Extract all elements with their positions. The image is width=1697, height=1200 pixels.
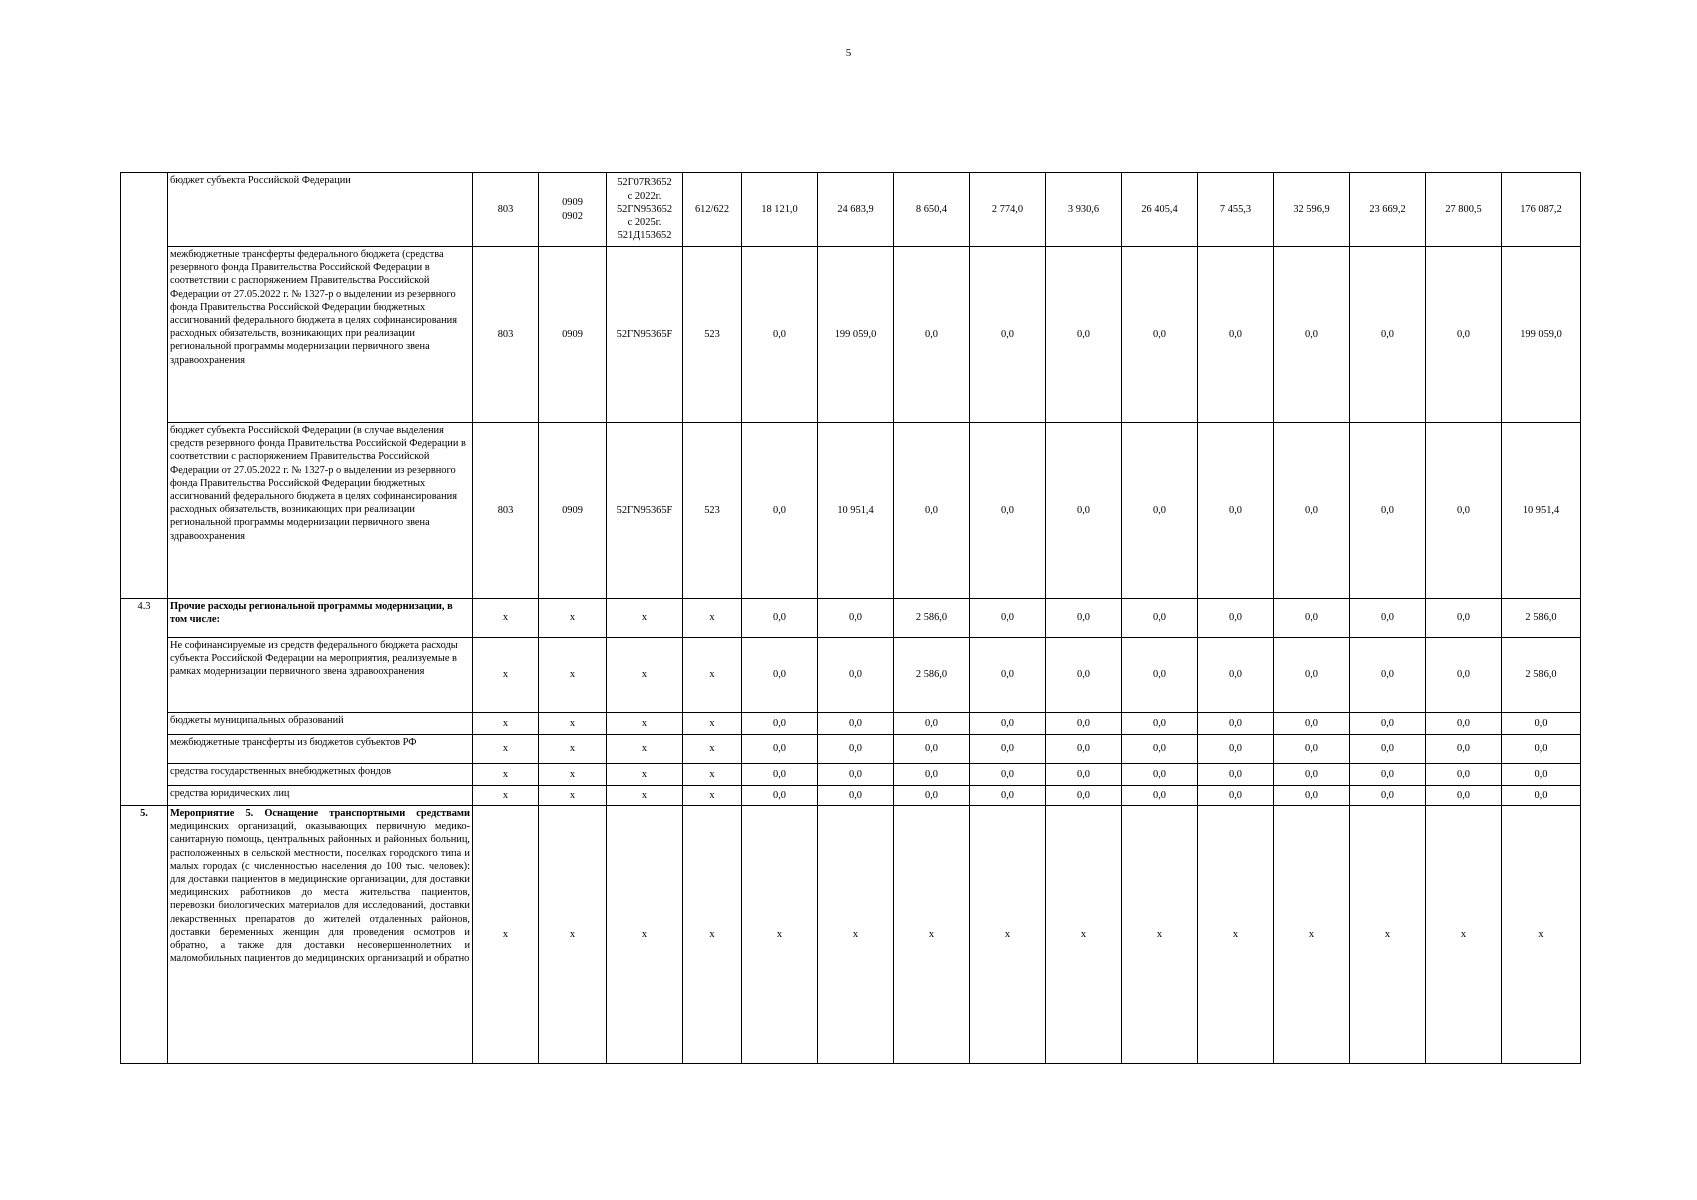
code-section: х xyxy=(539,713,607,735)
code-grbs: х xyxy=(473,713,539,735)
code-expense-type: 523 xyxy=(683,247,742,423)
value-cell: 0,0 xyxy=(818,735,894,764)
row-number-cell: 4.3 xyxy=(121,599,168,806)
code-expense-type: х xyxy=(683,735,742,764)
total-cell: 0,0 xyxy=(1502,713,1581,735)
total-cell: 176 087,2 xyxy=(1502,173,1581,247)
code-grbs: х xyxy=(473,599,539,638)
value-cell: 0,0 xyxy=(1274,599,1350,638)
value-cell: 10 951,4 xyxy=(818,423,894,599)
value-cell: 0,0 xyxy=(1426,599,1502,638)
code-expense-type: х xyxy=(683,806,742,1064)
value-cell: 7 455,3 xyxy=(1198,173,1274,247)
value-cell: 0,0 xyxy=(742,713,818,735)
total-cell: х xyxy=(1502,806,1581,1064)
total-cell: 2 586,0 xyxy=(1502,599,1581,638)
value-cell: 0,0 xyxy=(1350,713,1426,735)
value-cell: х xyxy=(970,806,1046,1064)
code-grbs: х xyxy=(473,806,539,1064)
value-cell: 0,0 xyxy=(1198,764,1274,786)
code-section: 0909 xyxy=(539,423,607,599)
value-cell: 0,0 xyxy=(1350,638,1426,713)
value-cell: 8 650,4 xyxy=(894,173,970,247)
code-section: 0909 0902 xyxy=(539,173,607,247)
value-cell: 0,0 xyxy=(1274,713,1350,735)
value-cell: 27 800,5 xyxy=(1426,173,1502,247)
code-grbs: 803 xyxy=(473,173,539,247)
value-cell: 0,0 xyxy=(742,638,818,713)
value-cell: 0,0 xyxy=(1046,713,1122,735)
value-cell: 0,0 xyxy=(1274,638,1350,713)
code-target-article: х xyxy=(607,764,683,786)
value-cell: 0,0 xyxy=(1122,713,1198,735)
value-cell: 0,0 xyxy=(1274,786,1350,806)
value-cell: 0,0 xyxy=(894,764,970,786)
row-description xyxy=(168,806,473,1064)
value-cell: 0,0 xyxy=(1122,786,1198,806)
value-cell: 0,0 xyxy=(1426,786,1502,806)
code-grbs: 803 xyxy=(473,247,539,423)
code-grbs: х xyxy=(473,764,539,786)
code-target-article: х xyxy=(607,599,683,638)
value-cell: 0,0 xyxy=(1350,247,1426,423)
total-cell: 10 951,4 xyxy=(1502,423,1581,599)
code-target-article: х xyxy=(607,638,683,713)
table-row xyxy=(121,806,1581,1064)
row-description: бюджеты муниципальных образований xyxy=(168,713,473,735)
code-expense-type: х xyxy=(683,764,742,786)
code-section: х xyxy=(539,638,607,713)
value-cell: 0,0 xyxy=(1426,247,1502,423)
value-cell: 0,0 xyxy=(1350,599,1426,638)
value-cell: 0,0 xyxy=(1198,423,1274,599)
value-cell: 0,0 xyxy=(742,599,818,638)
code-target-article: х xyxy=(607,735,683,764)
row-description: бюджет субъекта Российской Федерации xyxy=(168,173,473,247)
value-cell: 0,0 xyxy=(894,423,970,599)
code-target-article: 52ГN95365F xyxy=(607,247,683,423)
table-row xyxy=(121,735,1581,764)
page-number: 5 xyxy=(845,47,852,59)
row-title: Мероприятие 5. Оснащение транспортными средствами xyxy=(170,808,470,819)
value-cell: 2 774,0 xyxy=(970,173,1046,247)
value-cell: х xyxy=(1350,806,1426,1064)
value-cell: 0,0 xyxy=(1198,786,1274,806)
row-description: бюджет субъекта Российской Федерации (в случае выделения средств резервного фонда Правительства Российской Федерации в соответствии с распоряжением Правительства Российской Федерации от 27.05.2022 г. № 1327-р о выделении из резервного фонда Правительства Российской Федерации бюджетных ассигнований федерального бюджета в целях софинансирования расходных обязательств, возникающих при реализации региональной программы модернизации первичного звена здравоохранения xyxy=(168,423,473,599)
value-cell: х xyxy=(1198,806,1274,1064)
value-cell: 0,0 xyxy=(1122,599,1198,638)
value-cell: 0,0 xyxy=(1046,638,1122,713)
table-row xyxy=(121,786,1581,806)
total-cell: 199 059,0 xyxy=(1502,247,1581,423)
value-cell: х xyxy=(1122,806,1198,1064)
code-grbs: х xyxy=(473,638,539,713)
value-cell: 0,0 xyxy=(970,764,1046,786)
value-cell: 199 059,0 xyxy=(818,247,894,423)
code-grbs: х xyxy=(473,735,539,764)
value-cell: 0,0 xyxy=(742,735,818,764)
value-cell: 0,0 xyxy=(1426,764,1502,786)
value-cell: 24 683,9 xyxy=(818,173,894,247)
total-cell: 0,0 xyxy=(1502,786,1581,806)
total-cell: 2 586,0 xyxy=(1502,638,1581,713)
value-cell: 0,0 xyxy=(742,786,818,806)
value-cell: х xyxy=(818,806,894,1064)
value-cell: 0,0 xyxy=(818,764,894,786)
code-section: х xyxy=(539,764,607,786)
code-target-article: 52ГN95365F xyxy=(607,423,683,599)
value-cell: 2 586,0 xyxy=(894,638,970,713)
value-cell: 0,0 xyxy=(970,638,1046,713)
value-cell: 0,0 xyxy=(818,786,894,806)
row-description: средства государственных внебюджетных фондов xyxy=(168,764,473,786)
value-cell: 0,0 xyxy=(970,247,1046,423)
value-cell: 0,0 xyxy=(742,423,818,599)
code-section: х xyxy=(539,735,607,764)
value-cell: 0,0 xyxy=(1122,638,1198,713)
value-cell: 0,0 xyxy=(818,638,894,713)
code-target-article: х xyxy=(607,806,683,1064)
value-cell: 0,0 xyxy=(970,735,1046,764)
code-grbs: 803 xyxy=(473,423,539,599)
value-cell: 0,0 xyxy=(1122,247,1198,423)
value-cell: 0,0 xyxy=(818,599,894,638)
code-section: х xyxy=(539,806,607,1064)
value-cell: 0,0 xyxy=(970,599,1046,638)
value-cell: х xyxy=(1274,806,1350,1064)
value-cell: 0,0 xyxy=(818,713,894,735)
code-target-article: 52Г07R3652 с 2022г. 52ГN953652 с 2025г. 521Д153652 xyxy=(607,173,683,247)
row-title: Прочие расходы региональной программы модернизации, в том числе: xyxy=(168,599,473,638)
code-expense-type: 523 xyxy=(683,423,742,599)
value-cell: 18 121,0 xyxy=(742,173,818,247)
value-cell: 0,0 xyxy=(894,735,970,764)
row-description: межбюджетные трансферты федерального бюджета (средства резервного фонда Правительства Российской Федерации в соответствии с распоряжением Правительства Российской Федерации от 27.05.2022 г. № 1327-р о выделении из резервного фонда Правительства Российской Федерации бюджетных ассигнований федерального бюджета в целях софинансирования расходных обязательств, возникающих при реализации региональной программы модернизации первичного звена здравоохранения xyxy=(168,247,473,423)
row-number-cell xyxy=(121,173,168,599)
budget-table xyxy=(120,172,1581,1064)
value-cell: 0,0 xyxy=(1350,423,1426,599)
value-cell: 0,0 xyxy=(1274,423,1350,599)
code-expense-type: х xyxy=(683,638,742,713)
row-number-cell: 5. xyxy=(121,806,168,1064)
value-cell: 0,0 xyxy=(1274,735,1350,764)
code-section: х xyxy=(539,599,607,638)
value-cell: 0,0 xyxy=(970,713,1046,735)
row-description: межбюджетные трансферты из бюджетов субъектов РФ xyxy=(168,735,473,764)
value-cell: 0,0 xyxy=(1198,713,1274,735)
value-cell: х xyxy=(894,806,970,1064)
value-cell: 0,0 xyxy=(894,713,970,735)
code-section: х xyxy=(539,786,607,806)
value-cell: 0,0 xyxy=(1350,786,1426,806)
value-cell: 0,0 xyxy=(1426,423,1502,599)
table-row xyxy=(121,713,1581,735)
code-section: 0909 xyxy=(539,247,607,423)
value-cell: х xyxy=(1046,806,1122,1064)
value-cell: 0,0 xyxy=(1122,423,1198,599)
value-cell: 0,0 xyxy=(1350,764,1426,786)
code-expense-type: х xyxy=(683,713,742,735)
table-row xyxy=(121,764,1581,786)
table-row xyxy=(121,423,1581,599)
code-expense-type: х xyxy=(683,786,742,806)
code-grbs: х xyxy=(473,786,539,806)
value-cell: 0,0 xyxy=(1274,764,1350,786)
value-cell: 0,0 xyxy=(1274,247,1350,423)
table-row xyxy=(121,247,1581,423)
value-cell: 0,0 xyxy=(1046,786,1122,806)
value-cell: 0,0 xyxy=(1046,247,1122,423)
code-expense-type: х xyxy=(683,599,742,638)
table-row xyxy=(121,173,1581,247)
value-cell: 2 586,0 xyxy=(894,599,970,638)
row-description-text: медицинских организаций, оказывающих первичную медико-санитарную помощь, центральных районных и районных больниц, расположенных в сельской местности, поселках городского типа и малых городах (с численностью населения до 100 тыс. человек): для доставки пациентов в медицинские организации, для доставки медицинских работников до места жительства пациентов, перевозки биологических материалов для исследований, доставки лекарственных препаратов до жителей отдаленных районов, доставки беременных женщин для проведения осмотров и обратно, а также для доставки несовершеннолетних и маломобильных пациентов до медицинских организаций и обратно xyxy=(170,821,470,965)
value-cell: 0,0 xyxy=(1426,735,1502,764)
value-cell: 0,0 xyxy=(1122,735,1198,764)
value-cell: 0,0 xyxy=(742,764,818,786)
value-cell: 0,0 xyxy=(1426,713,1502,735)
code-target-article: х xyxy=(607,786,683,806)
table-row xyxy=(121,599,1581,638)
value-cell: 0,0 xyxy=(1426,638,1502,713)
value-cell: х xyxy=(1426,806,1502,1064)
total-cell: 0,0 xyxy=(1502,735,1581,764)
value-cell: 0,0 xyxy=(1046,735,1122,764)
value-cell: 0,0 xyxy=(1046,423,1122,599)
value-cell: 0,0 xyxy=(1198,735,1274,764)
value-cell: 0,0 xyxy=(1046,599,1122,638)
value-cell: 26 405,4 xyxy=(1122,173,1198,247)
value-cell: 0,0 xyxy=(1122,764,1198,786)
value-cell: 0,0 xyxy=(742,247,818,423)
value-cell: 0,0 xyxy=(1198,638,1274,713)
value-cell: 0,0 xyxy=(1198,599,1274,638)
value-cell: 0,0 xyxy=(970,786,1046,806)
value-cell: 32 596,9 xyxy=(1274,173,1350,247)
value-cell: 23 669,2 xyxy=(1350,173,1426,247)
total-cell: 0,0 xyxy=(1502,764,1581,786)
value-cell: 0,0 xyxy=(1198,247,1274,423)
value-cell: х xyxy=(742,806,818,1064)
row-description: Не софинансируемые из средств федерального бюджета расходы субъекта Российской Федерации на мероприятия, реализуемые в рамках модернизации первичного звена здравоохранения xyxy=(168,638,473,713)
value-cell: 0,0 xyxy=(970,423,1046,599)
table-row xyxy=(121,638,1581,713)
value-cell: 0,0 xyxy=(1350,735,1426,764)
value-cell: 0,0 xyxy=(894,786,970,806)
value-cell: 0,0 xyxy=(894,247,970,423)
value-cell: 3 930,6 xyxy=(1046,173,1122,247)
value-cell: 0,0 xyxy=(1046,764,1122,786)
code-expense-type: 612/622 xyxy=(683,173,742,247)
row-description: средства юридических лиц xyxy=(168,786,473,806)
code-target-article: х xyxy=(607,713,683,735)
